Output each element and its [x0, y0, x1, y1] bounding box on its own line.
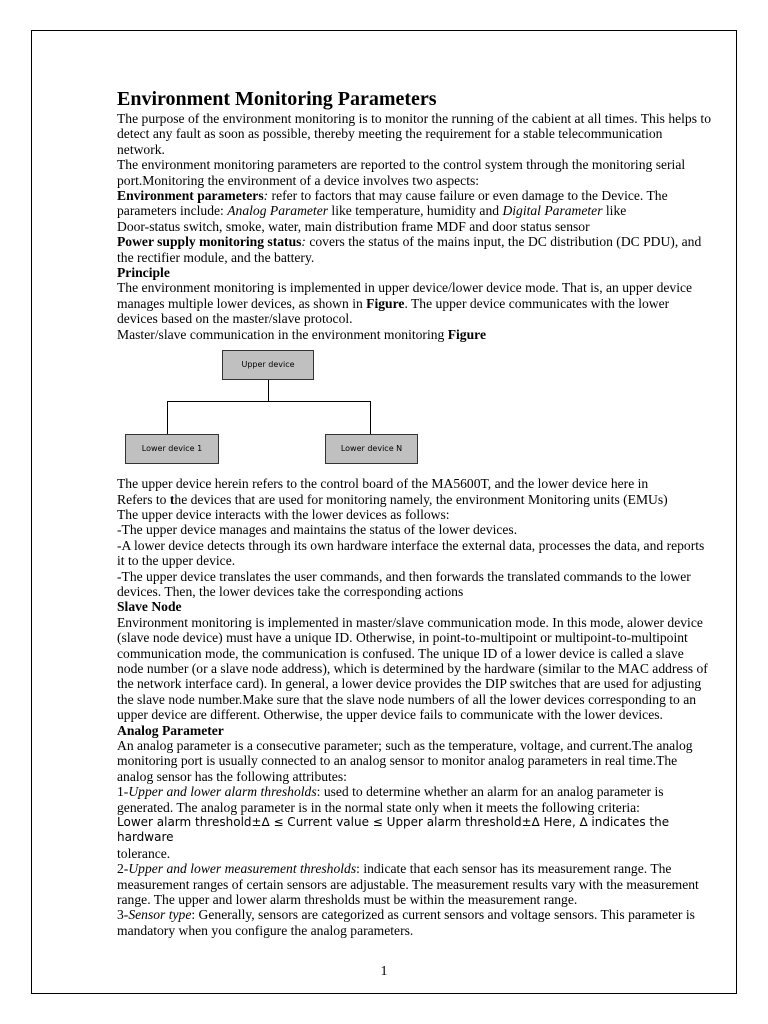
text: : Generally, sensors are categorized as current sensors and voltage sensors. This parameter is mandatory when you configure the analog parameters. — [117, 907, 695, 938]
text: : used to determine whether an alarm for an analog parameter is generated. The analog parameter is in the normal state only when it meets the following criteria: — [117, 784, 664, 815]
connector-line — [370, 401, 371, 434]
connector-line — [167, 401, 168, 434]
intro-paragraph: The purpose of the environment monitoring is to monitor the running of the cabient at all times. This helps to detect any fault as soon as possible, thereby meeting the requirement for a stable telecommunication network. — [117, 111, 711, 157]
analog-parameter-paragraph: An analog parameter is a consecutive parameter; such as the temperature, voltage, and current.The analog monitoring port is usually connected to an analog sensor to monitor analog parameters in real time.The analog sensor has the following attributes: — [117, 738, 693, 784]
text: 3- — [117, 907, 129, 923]
page-title: Environment Monitoring Parameters — [117, 88, 437, 110]
text: Master/slave communication in the environment monitoring — [117, 326, 448, 342]
alarm-formula: Lower alarm threshold±∆ ≤ Current value ≤ Upper alarm threshold±∆ Here, ∆ indicates the hardware — [117, 815, 670, 845]
power-supply-paragraph — [117, 234, 711, 265]
lower-device-1-box: Lower device 1 — [125, 434, 219, 464]
text: t — [169, 491, 175, 507]
figure-reference: Figure — [366, 295, 405, 311]
analog-parameter-term: Analog Parameter — [227, 203, 329, 219]
colon: : — [301, 234, 306, 250]
text: The environment monitoring is implemented in upper device/lower device mode. That is, an upper device manages multiple lower devices, as shown in — [117, 280, 693, 311]
body-line: The upper device interacts with the lower devices as follows: — [117, 506, 450, 522]
body-line: The upper device herein refers to the control board of the MA5600T, and the lower device here in — [117, 476, 649, 492]
attribute-item — [117, 907, 711, 938]
text: he devices that are used for monitoring namely, the environment Monitoring units (EMUs) — [174, 491, 668, 507]
text: 1- — [117, 784, 129, 800]
body-line — [117, 492, 711, 507]
connector-line — [268, 380, 269, 401]
analog-parameter-heading: Analog Parameter — [117, 722, 224, 738]
list-item: -The upper device translates the user commands, and then forwards the translated commands to the lower devices. Then, the lower devices take the corresponding actions — [117, 568, 691, 599]
intro-paragraph: The environment monitoring parameters are reported to the control system through the monitoring serial port.Monitoring the environment of a device involves two aspects: — [117, 157, 686, 188]
text: like temperature, humidity and — [328, 203, 503, 219]
principle-heading: Principle — [117, 265, 170, 281]
slave-node-heading: Slave Node — [117, 599, 182, 615]
document-body — [117, 88, 711, 938]
list-item: -The upper device manages and maintains the status of the lower devices. — [117, 522, 518, 538]
figure-caption — [117, 327, 711, 342]
power-supply-label: Power supply monitoring status — [117, 234, 302, 250]
text: 2- — [117, 861, 129, 877]
text: like — [602, 203, 627, 219]
text: : indicate that each sensor has its measurement range. The measurement ranges of certain sensors are adjustable. The measurement results vary with the measurement range. The upper and lower alarm thresholds must be within the measurement range. — [117, 861, 699, 908]
connector-line — [167, 401, 371, 402]
attribute-item — [117, 861, 711, 907]
master-slave-diagram — [117, 342, 711, 472]
list-item: -A lower device detects through its own hardware interface the external data, processes the data, and reports it to the upper device. — [117, 537, 705, 569]
principle-paragraph — [117, 280, 711, 326]
body-line: tolerance. — [117, 845, 171, 861]
attribute-label: Upper and lower alarm thresholds — [128, 784, 317, 800]
text: covers the status of the mains input, the DC distribution (DC PDU), and the rectifier module, and the battery. — [117, 234, 702, 265]
environment-parameters-label: Environment parameters — [117, 188, 264, 204]
text: refer to factors that may cause failure or even damage to the Device. The parameters include: — [117, 188, 668, 219]
attribute-label: Sensor type — [128, 907, 192, 923]
upper-device-box: Upper device — [222, 350, 314, 380]
attribute-label: Upper and lower measurement thresholds — [128, 861, 357, 877]
environment-parameters-line2: Door-status switch, smoke, water, main distribution frame MDF and door status sensor — [117, 218, 590, 234]
slave-node-paragraph: Environment monitoring is implemented in master/slave communication mode. In this mode, alower device (slave node device) must have a unique ID. Otherwise, in point-to-multipoint or multipoint-to-multipoint communication mode, the communication is confused. The unique ID of a lower device is called a slave node number (or a slave node address), which is determined by the hardware (similar to the MAC address of the network interface card). In general, a lower device provides the DIP switches that are used for adjusting the slave node number.Make sure that the slave node numbers of all the lower devices corresponding to an upper device are different. Otherwise, the upper device fails to communicate with the lower devices. — [117, 614, 708, 723]
environment-parameters-paragraph — [117, 188, 711, 219]
text: Refers to — [117, 491, 170, 507]
page-number: 1 — [380, 964, 388, 979]
colon: : — [263, 188, 269, 204]
text: . The upper device communicates with the lower devices based on the master/slave protocol. — [117, 295, 670, 327]
attribute-item — [117, 784, 711, 815]
digital-parameter-term: Digital Parameter — [502, 203, 603, 219]
figure-reference: Figure — [447, 326, 486, 342]
lower-device-n-box: Lower device N — [325, 434, 418, 464]
